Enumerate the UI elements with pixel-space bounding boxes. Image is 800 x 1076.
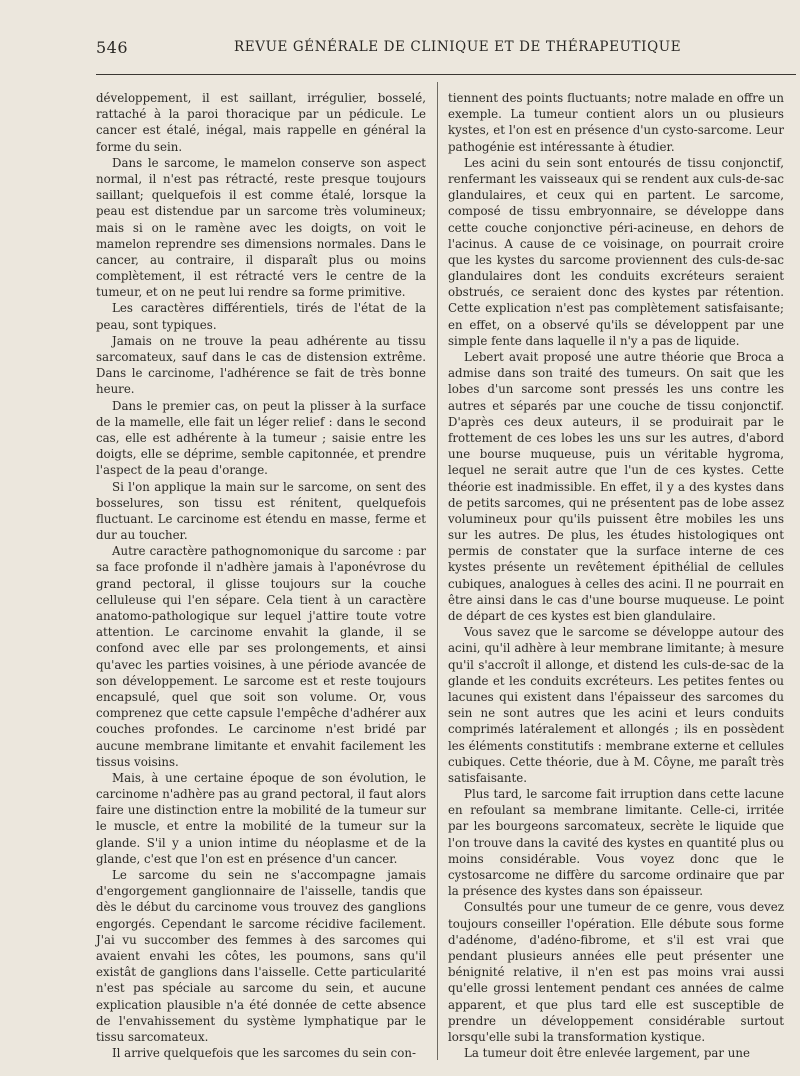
paragraph: La tumeur doit être enlevée largement, par une bbox=[464, 1046, 750, 1061]
paragraph: Mais, à une certaine époque de son évolution, le carcinome n'adhère pas au grand pectoral, il faut alors faire une distinction entre la mobilité de la tumeur sur le muscle, et entre la mobilité de la tumeur sur la glande. S'il y a union intime du néoplasme et de la glande, c'est que l'on est en présence d'un cancer. bbox=[96, 770, 426, 866]
running-title: REVUE GÉNÉRALE DE CLINIQUE ET DE THÉRAPEUTIQUE bbox=[234, 39, 682, 55]
page-header bbox=[96, 38, 796, 62]
paragraph: Si l'on applique la main sur le sarcome, on sent des bosselures, son tissu est rénitent, quelquefois fluctuant. Le carcinome est étendu en masse, ferme et dur au toucher. bbox=[96, 479, 426, 543]
paragraph: Consultés pour une tumeur de ce genre, vous devez toujours conseiller l'opération. Elle débute sous forme d'adénome, d'adéno-fibrome, et s'il est vrai que pendant plusieurs années elle peut présenter une bénignité relative, il n'en est pas moins vrai aussi qu'elle grossi lentement pendant ces années de calme apparent, et que plus tard elle est susceptible de prendre un développement considérable surtout lorsqu'elle subi la transformation kystique. bbox=[448, 900, 784, 1044]
paragraph: Dans le premier cas, on peut la plisser à la surface de la mamelle, elle fait un léger relief : dans le second cas, elle est adhérente à la tumeur ; saisie entre les doigts, elle se déprime, semble capitonnée, et prendre l'aspect de la peau d'orange. bbox=[96, 398, 426, 478]
paragraph: Jamais on ne trouve la peau adhérente au tissu sarcomateux, sauf dans le cas de distension extrême. Dans le carcinome, l'adhérence se fait de très bonne heure. bbox=[96, 333, 426, 397]
header-rule bbox=[96, 74, 796, 75]
paragraph: Plus tard, le sarcome fait irruption dans cette lacune en refoulant sa membrane limitante. Celle-ci, irritée par les bourgeons sarcomateux, secrète le liquide que l'on trouve dans la cavité des kystes en quantité plus ou moins considérable. Vous voyez donc que le cystosarcome ne diffère du sarcome ordinaire que par la présence des kystes dans son épaisseur. bbox=[448, 787, 784, 899]
paragraph: développement, il est saillant, irrégulier, bosselé, rattaché à la paroi thoracique par un pédicule. Le cancer est étalé, inégal, mais rappelle en général la forme du sein. bbox=[96, 91, 426, 154]
paragraph: Lebert avait proposé une autre théorie que Broca a admise dans son traité des tumeurs. On sait que les lobes d'un sarcome sont pressés les uns contre les autres et séparés par une couche de tissu conjonctif. D'après ces deux auteurs, il se produirait par le frottement de ces lobes les uns sur les autres, d'abord une bourse muqueuse, puis un véritable hygroma, lequel ne serait autre que l'un de ces kystes. Cette théorie est inadmissible. En effet, il y a des kystes dans de petits sarcomes, qui ne présentent pas de lobe assez volumineux pour qu'ils puissent être mobiles les uns sur les autres. De plus, les études histologiques ont permis de constater que la surface interne de ces kystes présente un revêtement épithélial de cellules cubiques, analogues à celles des acini. Il ne pourrait en être ainsi dans le cas d'une bourse muqueuse. Le point de départ de ces kystes est bien glandulaire. bbox=[448, 350, 784, 623]
paragraph: Il arrive quelquefois que les sarcomes du sein con- bbox=[112, 1046, 416, 1061]
paragraph: Vous savez que le sarcome se développe autour des acini, qu'il adhère à leur membrane limitante; à mesure qu'il s'accroît il allonge, et distend les culs-de-sac de la glande et les conduits excréteurs. Les petites fentes ou lacunes qui existent dans l'épaisseur des sarcomes du sein ne sont autres que les acini et leurs conduits comprimés latéralement et allongés ; ils en possèdent les éléments constitutifs : membrane externe et cellules cubiques. Cette théorie, due à M. Côyne, me paraît très satisfaisante. bbox=[448, 625, 784, 785]
paragraph: Les acini du sein sont entourés de tissu conjonctif, renfermant les vaisseaux qui se rendent aux culs-de-sac glandulaires, et ceux qui en partent. Le sarcome, composé de tissu embryonnaire, se développe dans cette couche conjonctive péri-acineuse, en dehors de l'acinus. A cause de ce voisinage, on pourrait croire que les kystes du sarcome proviennent des culs-de-sac glandulaires dont les conduits excréteurs seraient obstrués, ce seraient donc des kystes par rétention. Cette explication n'est pas complètement satisfaisante; en effet, on a observé qu'ils se développent par une simple fente dans laquelle il n'y a pas de liquide. bbox=[448, 155, 784, 348]
paragraph: Les caractères différentiels, tirés de l'état de la peau, sont typiques. bbox=[96, 301, 426, 332]
page-number: 546 bbox=[96, 38, 129, 57]
paragraph: Le sarcome du sein ne s'accompagne jamais d'engorgement ganglionnaire de l'aisselle, tandis que dès le début du carcinome vous trouvez des ganglions engorgés. Cependant le sarcome récidive facilement. J'ai vu succomber des femmes à des sarcomes qui avaient envahi les côtes, les poumons, sans qu'il existât de ganglions dans l'aisselle. Cette particularité n'est pas spéciale au sarcome du sein, et aucune explication plausible n'a été donnée de cette absence de l'envahissement du système lymphatique par le tissu sarcomateux. bbox=[96, 868, 426, 1044]
right-column bbox=[448, 90, 784, 1061]
column-divider bbox=[437, 82, 438, 1060]
paragraph: Dans le sarcome, le mamelon conserve son aspect normal, il n'est pas rétracté, reste presque toujours saillant; quelquefois il est comme étalé, lorsque la peau est distendue par un sarcome très volumineux; mais si on le ramène avec les doigts, on voit le mamelon reprendre ses dimensions normales. Dans le cancer, au contraire, il disparaît plus ou moins complètement, il est rétracté vers le centre de la tumeur, et on ne peut lui rendre sa forme primitive. bbox=[96, 155, 426, 300]
left-column bbox=[96, 90, 426, 1061]
paragraph: Autre caractère pathognomonique du sarcome : par sa face profonde il n'adhère jamais à l'aponévrose du grand pectoral, il glisse toujours sur la couche celluleuse qui l'en sépare. Cela tient à un caractère anatomo-pathologique sur lequel j'attire toute votre attention. Le carcinome envahit la glande, il se confond avec elle par ses prolongements, et ainsi qu'avec les parties voisines, à une période avancée de son développement. Le sarcome est et reste toujours encapsulé, quel que soit son volume. Or, vous comprenez que cette capsule l'empêche d'adhérer aux couches profondes. Le carcinome n'est bridé par aucune membrane limitante et envahit facilement les tissus voisins. bbox=[96, 544, 426, 769]
paragraph: tiennent des points fluctuants; notre malade en offre un exemple. La tumeur contient alors un ou plusieurs kystes, et l'on est en présence d'un cysto-sarcome. Leur pathogénie est intéressante à étudier. bbox=[448, 91, 784, 154]
